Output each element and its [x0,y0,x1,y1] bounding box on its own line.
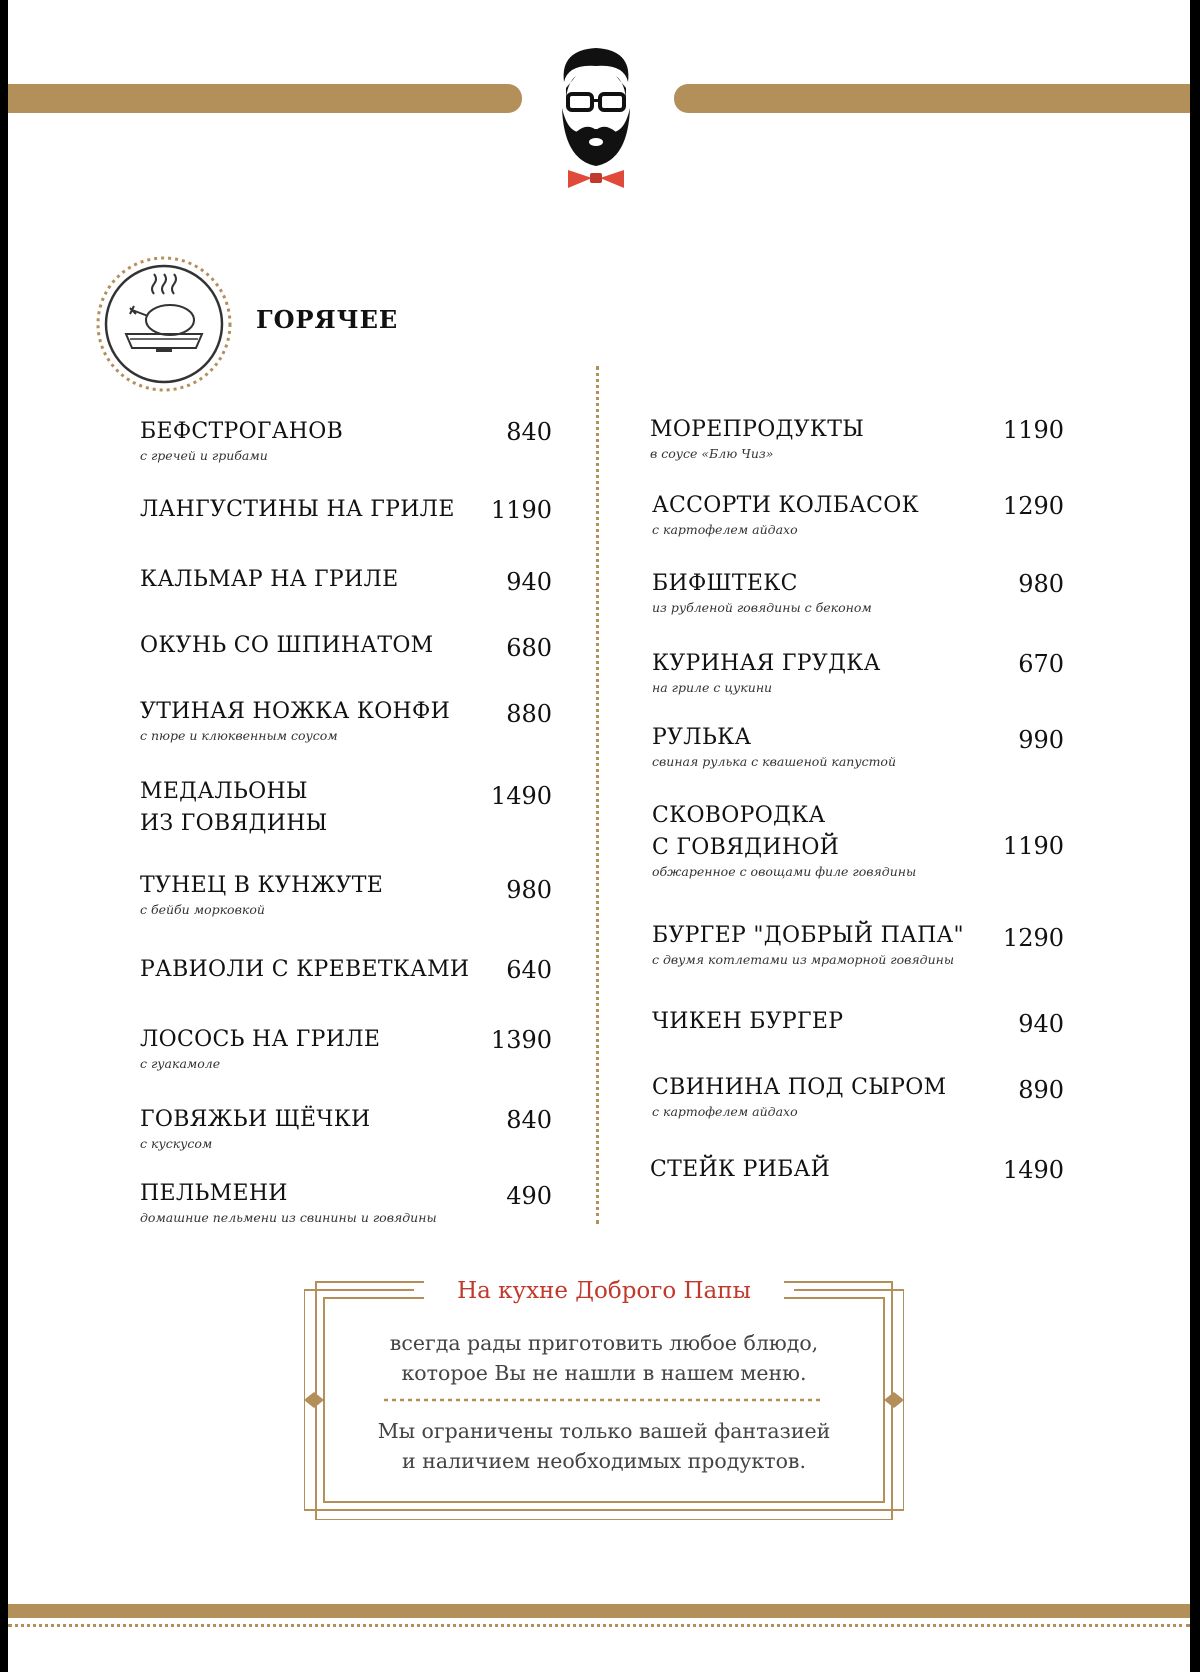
menu-item [652,920,964,968]
item-name: ЛОСОСЬ НА ГРИЛЕ [140,1027,381,1052]
item-price: 980 [1018,570,1064,598]
item-price: 940 [506,568,552,596]
item-description: в соусе «Блю Чиз» [650,446,774,461]
item-name: МЕДАЛЬОНЫ [140,779,308,804]
item-name: ГОВЯЖЬИ ЩЁЧКИ [140,1107,371,1132]
item-description: из рубленой говядины с беконом [652,600,872,615]
item-name: РАВИОЛИ С КРЕВЕТКАМИ [140,957,470,982]
item-name: БУРГЕР "ДОБРЫЙ ПАПА" [652,923,964,948]
item-price: 1190 [1002,832,1064,860]
menu-item [140,1178,437,1226]
item-name: КУРИНАЯ ГРУДКА [652,651,881,676]
note-text-line2: которое Вы не нашли в нашем меню. [401,1361,807,1385]
item-description: домашние пельмени из свинины и говядины [140,1210,437,1225]
item-price: 840 [506,1106,552,1134]
menu-page [8,0,1190,1672]
item-name: СТЕЙК РИБАЙ [650,1157,831,1182]
header-band-right [674,84,1190,113]
item-price: 1490 [490,782,552,810]
item-price: 890 [1018,1076,1064,1104]
item-price: 1490 [1002,1156,1064,1184]
menu-item [652,722,896,770]
item-price: 640 [506,956,552,984]
menu-item [140,416,343,464]
ornamental-frame [304,1270,904,1520]
item-name: ЧИКЕН БУРГЕР [652,1009,844,1034]
menu-item [140,870,383,918]
menu-item [652,648,881,696]
menu-item [140,494,455,526]
menu-item [652,568,872,616]
footer-band [8,1604,1190,1618]
item-name: АССОРТИ КОЛБАСОК [652,493,919,518]
item-price: 1190 [1002,416,1064,444]
item-name: ЛАНГУСТИНЫ НА ГРИЛЕ [140,497,455,522]
item-name: ТУНЕЦ В КУНЖУТЕ [140,873,384,898]
item-description: с двумя котлетами из мраморной говядины [652,952,955,967]
item-name: ПЕЛЬМЕНИ [140,1181,288,1206]
item-price: 1290 [1002,924,1064,952]
section-title: ГОРЯЧЕЕ [256,305,399,334]
menu-item [650,1154,830,1186]
column-divider [596,366,599,1224]
item-description: с гречей и грибами [140,448,268,463]
bearded-man-logo-icon [546,42,646,202]
menu-item [140,1024,380,1072]
item-description: обжаренное с овощами филе говядины [652,864,917,879]
menu-item [140,1104,371,1152]
item-description: на гриле с цукини [652,680,773,695]
item-price: 680 [506,634,552,662]
item-price: 1290 [1002,492,1064,520]
item-price: 1190 [490,496,552,524]
item-price: 490 [506,1182,552,1210]
item-description: свиная рулька с квашеной капустой [652,754,897,769]
menu-item [652,490,919,538]
item-name: УТИНАЯ НОЖКА КОНФИ [140,699,451,724]
menu-item [140,954,469,986]
menu-item [652,800,916,880]
item-name: СВИНИНА ПОД СЫРОМ [652,1075,947,1100]
item-price: 940 [1018,1010,1064,1038]
item-name: СКОВОРОДКА [652,803,826,828]
item-name: КАЛЬМАР НА ГРИЛЕ [140,567,399,592]
item-description: с кускусом [140,1136,213,1151]
item-description: с картофелем айдахо [652,522,798,537]
item-name-line2: ИЗ ГОВЯДИНЫ [140,811,328,836]
header-band-left [8,84,522,113]
item-price: 670 [1018,650,1064,678]
item-description: с бейби морковкой [140,902,265,917]
note-text-line4: и наличием необходимых продуктов. [402,1449,806,1473]
note-text-line3: Мы ограничены только вашей фантазией [377,1419,831,1443]
hot-dish-icon [94,254,234,394]
menu-item [652,1072,946,1120]
item-price: 840 [506,418,552,446]
note-text-line1: всегда рады приготовить любое блюдо, [389,1331,819,1355]
item-description: с пюре и клюквенным соусом [140,728,338,743]
note-title: На кухне Доброго Папы [304,1278,904,1304]
item-name: БИФШТЕКС [652,571,798,596]
menu-item [140,564,398,596]
menu-item [140,776,328,840]
item-name-line2: С ГОВЯДИНОЙ [652,835,840,860]
item-name: МОРЕПРОДУКТЫ [650,417,865,442]
footer-dotted-line [8,1624,1190,1627]
item-price: 880 [506,700,552,728]
menu-item [140,696,450,744]
menu-item [652,1006,843,1038]
item-name: ОКУНЬ СО ШПИНАТОМ [140,633,434,658]
kitchen-note-frame [304,1270,904,1520]
item-description: с картофелем айдахо [652,1104,798,1119]
item-name: БЕФСТРОГАНОВ [140,419,344,444]
item-price: 980 [506,876,552,904]
item-price: 1390 [490,1026,552,1054]
item-price: 990 [1018,726,1064,754]
menu-item [650,414,864,462]
menu-item [140,630,434,662]
item-description: с гуакамоле [140,1056,221,1071]
item-name: РУЛЬКА [652,725,752,750]
